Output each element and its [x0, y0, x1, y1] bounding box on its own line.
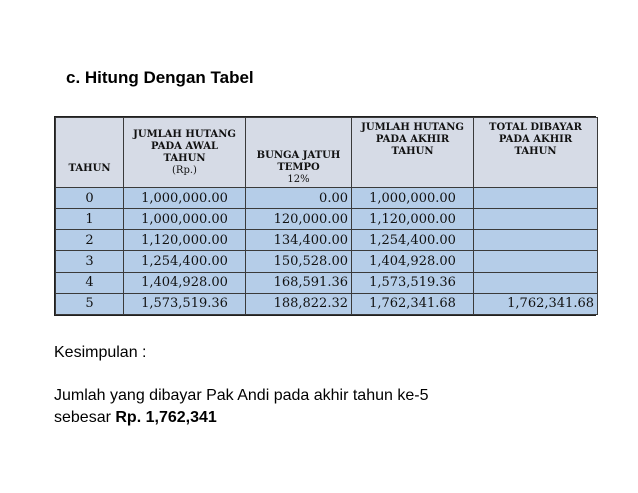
- cell-bunga: 150,528.00: [246, 251, 352, 272]
- cell-tahun: 0: [56, 188, 124, 209]
- cell-akhir: 1,120,000.00: [352, 209, 474, 230]
- header-akhir: [352, 118, 474, 188]
- cell-akhir: 1,404,928.00: [352, 251, 474, 272]
- header-awal-unit: (Rp.): [172, 164, 197, 176]
- cell-bunga: 188,822.32: [246, 293, 352, 314]
- header-bunga-line1: BUNGA JATUH: [256, 150, 341, 161]
- conclusion-line1: Jumlah yang dibayar Pak Andi pada akhir tahun ke-5: [54, 387, 429, 404]
- conclusion-line2-prefix: sebesar: [54, 409, 116, 426]
- cell-bunga: 134,400.00: [246, 230, 352, 251]
- header-bunga-line2: TEMPO: [277, 162, 320, 173]
- cell-total: [474, 251, 598, 272]
- table-row: [56, 230, 598, 251]
- header-awal-line1: JUMLAH HUTANG: [133, 128, 236, 140]
- header-akhir-line3: TAHUN: [391, 146, 434, 157]
- cell-awal: 1,000,000.00: [124, 209, 246, 230]
- header-bunga: [246, 118, 352, 188]
- header-akhir-line1: JUMLAH HUTANG: [361, 122, 464, 133]
- cell-awal: 1,120,000.00: [124, 230, 246, 251]
- cell-total: [474, 188, 598, 209]
- cell-bunga: 168,591.36: [246, 272, 352, 293]
- debt-table-container: [54, 116, 596, 316]
- cell-akhir: 1,254,400.00: [352, 230, 474, 251]
- section-heading: c. Hitung Dengan Tabel: [66, 68, 254, 87]
- header-tahun-label: TAHUN: [68, 163, 111, 174]
- cell-tahun: 1: [56, 209, 124, 230]
- debt-table: [55, 117, 598, 315]
- header-total-line1: TOTAL DIBAYAR: [489, 122, 582, 133]
- table-row: [56, 272, 598, 293]
- cell-tahun: 2: [56, 230, 124, 251]
- table-header-row: [56, 118, 598, 188]
- conclusion-text: [54, 385, 428, 429]
- cell-awal: 1,573,519.36: [124, 293, 246, 314]
- cell-awal: 1,254,400.00: [124, 251, 246, 272]
- cell-tahun: 4: [56, 272, 124, 293]
- cell-akhir: 1,762,341.68: [352, 293, 474, 314]
- cell-akhir: 1,000,000.00: [352, 188, 474, 209]
- header-total-line2: PADA AKHIR: [498, 134, 573, 145]
- table-row: [56, 293, 598, 314]
- table-row: [56, 251, 598, 272]
- cell-total: [474, 230, 598, 251]
- header-tahun: [56, 118, 124, 188]
- header-awal-line3: TAHUN: [163, 152, 206, 164]
- table-row: [56, 209, 598, 230]
- cell-awal: 1,404,928.00: [124, 272, 246, 293]
- cell-bunga: 120,000.00: [246, 209, 352, 230]
- cell-awal: 1,000,000.00: [124, 188, 246, 209]
- header-total-line3: TAHUN: [514, 146, 557, 157]
- header-awal: [124, 118, 246, 188]
- cell-tahun: 3: [56, 251, 124, 272]
- header-akhir-line2: PADA AKHIR: [375, 134, 450, 145]
- header-bunga-rate: 12%: [287, 174, 310, 185]
- conclusion-label: Kesimpulan :: [54, 344, 147, 361]
- cell-total: [474, 272, 598, 293]
- conclusion-line2: [54, 407, 428, 429]
- cell-akhir: 1,573,519.36: [352, 272, 474, 293]
- cell-total: [474, 209, 598, 230]
- conclusion-amount: Rp. 1,762,341: [115, 409, 217, 426]
- table-row: [56, 188, 598, 209]
- cell-bunga: 0.00: [246, 188, 352, 209]
- cell-total: 1,762,341.68: [474, 293, 598, 314]
- header-total: [474, 118, 598, 188]
- header-awal-line2: PADA AWAL: [150, 140, 219, 152]
- cell-tahun: 5: [56, 293, 124, 314]
